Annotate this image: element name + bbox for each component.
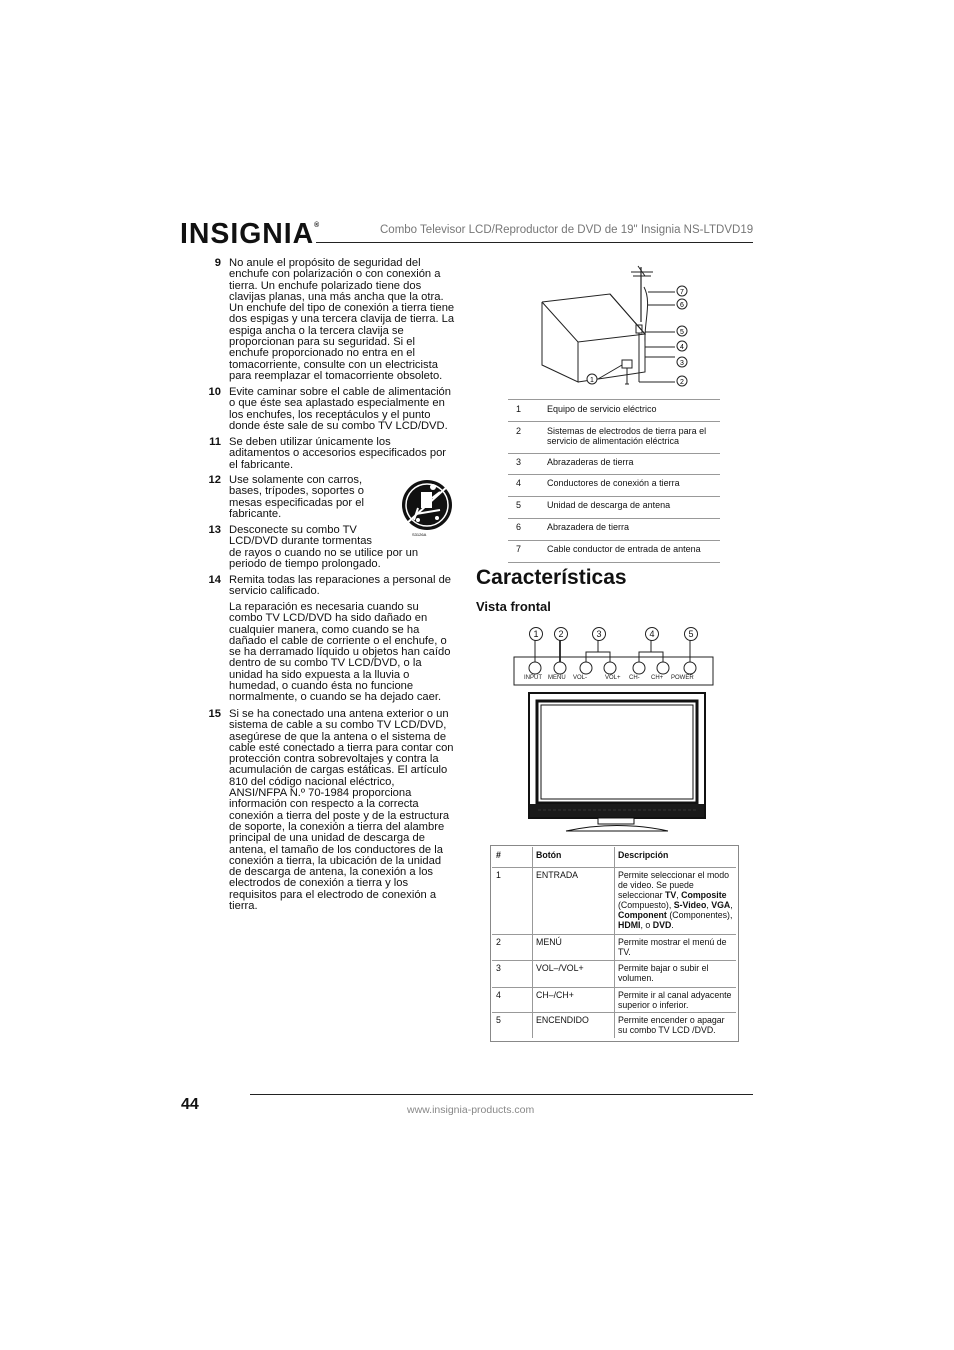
item-line: de descarga de antena, la conexión a los	[229, 866, 434, 879]
antenna-grounding-diagram	[530, 262, 700, 390]
paragraph-line: La reparación es necesaria cuando su	[229, 601, 419, 613]
item-line: electrodos de conexión a tierra y los	[229, 877, 409, 890]
item-line: dos espigas y una tercera clavija de tierra. La	[229, 313, 455, 326]
ground-table-row	[508, 400, 720, 422]
panel-callout-3: 3	[592, 627, 606, 641]
item-line: periodo de tiempo prolongado.	[229, 557, 381, 570]
item-line: Remita todas las reparaciones a personal de	[229, 574, 452, 586]
item-number: 13	[208, 524, 221, 536]
row-number: 4	[496, 990, 501, 1000]
row-number: 1	[516, 404, 522, 414]
item-line: espiga ancha o la tercera clavija se	[229, 324, 404, 337]
table-row-rule	[492, 1012, 736, 1013]
item-line: bases, trípodes, soportes o	[229, 485, 364, 498]
panel-label-power: POWER	[671, 675, 694, 681]
footer-url: www.insignia-products.com	[407, 1104, 535, 1116]
item-line: asegúrese de que la antena o el sistema de	[229, 730, 447, 743]
header-cell: Descripción	[618, 850, 669, 860]
panel-callout-4: 4	[645, 627, 659, 641]
item-text	[229, 525, 418, 570]
row-number: 5	[516, 500, 522, 510]
row-description: Permite seleccionar el modo de video. Se puede seleccionar TV, Composite (Compuesto), S-Video, VGA, Component (Componentes), HDMI, o DVD.	[618, 870, 733, 930]
paragraph-line: cualquier manera, como cuando se ha	[229, 623, 420, 636]
cart-warning-icon	[400, 478, 456, 538]
panel-callout-1: 1	[529, 627, 543, 641]
row-description: Equipo de servicio eléctrico	[547, 404, 657, 414]
table-row-rule	[492, 934, 736, 935]
item-line: tomacorriente, consulte con un electricista	[229, 358, 438, 371]
paragraph-line: normalmente, o cuando se ha dejado caer.	[229, 691, 442, 704]
item-line: aditamentos o accesorios especificados por	[229, 447, 447, 460]
item-line: acumulación de cargas estáticas. El artículo	[229, 764, 448, 777]
item-line: Desconecte su combo TV	[229, 524, 357, 536]
item-line: Se deben utilizar únicamente los	[229, 436, 391, 448]
item-line: mesas especificadas por el	[229, 496, 364, 509]
paragraph-line: humedad, o cuando ésta no funcione	[229, 680, 414, 693]
item-text	[229, 387, 451, 432]
item-line: los enchufes, los receptáculos y el punto	[229, 408, 431, 421]
panel-label-ch: CH+	[651, 675, 664, 681]
item-line: clavijas planas, una más ancha que la otra.	[229, 290, 444, 303]
house-callout-6	[677, 299, 687, 309]
ground-table-row	[508, 518, 720, 541]
item-line: 810 del código nacional eléctrico,	[229, 775, 395, 788]
item-line: información con respecto a la correcta	[229, 798, 419, 811]
ground-table-row	[508, 496, 720, 519]
row-button-name: ENCENDIDO	[536, 1015, 589, 1025]
item-line: o que éste sea aplastado especialmente en	[229, 397, 445, 410]
item-text	[229, 709, 454, 912]
sub-title: Vista frontal	[476, 599, 551, 614]
row-number: 5	[496, 1015, 501, 1025]
panel-callout-5: 5	[684, 627, 698, 641]
item-line: tierra.	[229, 900, 258, 913]
row-number: 6	[516, 522, 522, 532]
svg-text:1: 1	[590, 377, 594, 384]
item-number: 9	[214, 257, 221, 269]
panel-label-menu: MENU	[548, 675, 566, 681]
item-line: LCD/DVD durante tormentas	[229, 535, 373, 548]
ground-table-row	[508, 453, 720, 475]
tv-front-drawing	[528, 692, 708, 834]
panel-label-vol: VOL-	[573, 675, 588, 681]
ground-table-row	[508, 421, 720, 454]
row-number: 3	[496, 963, 501, 973]
paragraph-line: dañado el cable de corriente o el enchufe, o	[229, 634, 447, 647]
item-line: antena, el tamaño de los conductores de la	[229, 843, 443, 856]
item-line: enchufe proporcionado no entra en el	[229, 347, 415, 360]
item-text	[229, 475, 364, 520]
item-line: conexión a tierra del poste y de la estructura	[229, 809, 450, 822]
svg-text:2: 2	[680, 379, 684, 386]
item-line: de rayos o cuando no se utilice por un	[229, 546, 419, 559]
row-button-name: CH–/CH+	[536, 990, 574, 1000]
section-title: Características	[476, 566, 627, 589]
item-line: enchufe con polarización o con conexión a	[229, 268, 441, 281]
item-number: 12	[208, 474, 221, 486]
panel-callout-2: 2	[554, 627, 568, 641]
row-button-name: ENTRADA	[536, 870, 579, 880]
item-line: Evite caminar sobre el cable de alimentación	[229, 386, 452, 398]
house-callout-3	[677, 357, 687, 367]
header-cell: #	[496, 850, 501, 860]
svg-text:3: 3	[680, 360, 684, 367]
item-line: No anule el propósito de seguridad del	[229, 257, 421, 269]
paragraph-line: dentro de su combo TV LCD/DVD, o la	[229, 657, 422, 670]
item-line: Un enchufe del tipo de conexión a tierra tiene	[229, 302, 455, 315]
item-number: 14	[208, 574, 221, 586]
table-column-rule	[614, 847, 615, 1038]
panel-label-ch: CH-	[629, 675, 640, 681]
item-line: servicio calificado.	[229, 585, 320, 598]
item-number: 10	[208, 386, 221, 398]
item-line: el fabricante.	[229, 458, 294, 471]
row-description: Permite ir al canal adyacente superior o inferior.	[618, 990, 732, 1010]
item-line: donde éste sale de su combo TV LCD/DVD.	[229, 419, 448, 432]
row-number: 7	[516, 544, 522, 554]
house-callout-2	[677, 376, 687, 386]
row-description: Abrazaderas de tierra	[547, 457, 634, 467]
item-number: 15	[208, 708, 221, 720]
house-callout-1	[587, 374, 597, 384]
row-description: Cable conductor de entrada de antena	[547, 544, 701, 554]
panel-label-input: INPUT	[524, 675, 542, 681]
row-description: Abrazadera de tierra	[547, 522, 630, 532]
row-number: 2	[516, 426, 522, 436]
footer-rule	[250, 1094, 753, 1095]
svg-text:4: 4	[680, 344, 684, 351]
table-row-rule	[492, 960, 736, 961]
item-line: fabricante.	[229, 507, 282, 520]
row-description: Conductores de conexión a tierra	[547, 478, 680, 488]
row-description: Unidad de descarga de antena	[547, 500, 671, 510]
row-description: Sistemas de electrodos de tierra para el servicio de alimentación eléctrica	[547, 426, 707, 446]
paragraph-line: se ha derramado líquido u objetos han caído	[229, 646, 451, 659]
item-line: cable esté conectado a tierra para contar con	[229, 741, 454, 754]
ground-table-row	[508, 540, 720, 563]
row-button-name: VOL–/VOL+	[536, 963, 584, 973]
item-line: sistema de cable a su combo TV LCD/DVD,	[229, 719, 447, 732]
item-line: Use solamente con carros,	[229, 474, 363, 486]
item-14-paragraph	[229, 602, 454, 704]
paragraph-line: unidad ha sido expuesta a la lluvia o	[229, 668, 410, 681]
header-rule	[316, 242, 753, 243]
item-line: conexión a tierra, la ubicación de la unidad	[229, 854, 442, 867]
table-column-rule	[532, 847, 533, 1038]
control-panel-diagram	[505, 630, 720, 690]
item-line: ANSI/NFPA N.º 70-1984 proporciona	[229, 787, 412, 800]
table-row-rule	[492, 867, 736, 868]
row-description: Permite bajar o subir el volumen.	[618, 963, 709, 983]
item-text	[229, 258, 454, 382]
house-callout-5	[677, 326, 687, 336]
header-title: Combo Televisor LCD/Reproductor de DVD de 19" Insignia NS-LTDVD19	[380, 224, 754, 236]
svg-text:7: 7	[680, 289, 684, 296]
item-line: para reemplazar el tomacorriente obsoleto.	[229, 369, 443, 382]
row-number: 4	[516, 478, 522, 488]
row-description: Permite mostrar el menú de TV.	[618, 937, 727, 957]
item-line: tierra. Un enchufe polarizado tiene dos	[229, 279, 422, 292]
item-line: de soporte, la conexión a tierra del alambre	[229, 820, 445, 833]
paragraph-line: combo TV LCD/DVD ha sido dañado en	[229, 612, 428, 625]
item-text	[229, 437, 446, 471]
cart-code: S3126A	[412, 532, 427, 537]
item-line: proporcionan para su seguridad. Si el	[229, 336, 415, 349]
house-callout-7	[677, 286, 687, 296]
item-text	[229, 575, 451, 598]
table-row-rule	[492, 987, 736, 988]
row-number: 2	[496, 937, 501, 947]
item-line: principal de una unidad de descarga de	[229, 832, 425, 845]
row-description: Permite encender o apagar su combo TV LCD /DVD.	[618, 1015, 725, 1035]
row-number: 1	[496, 870, 501, 880]
brand-logo: INSIGNIA®	[180, 218, 321, 250]
item-line: requisitos para el electrodo de conexión a	[229, 888, 437, 901]
item-line: protección contra sobrevoltajes y contra la	[229, 753, 439, 766]
header-cell: Botón	[536, 850, 562, 860]
ground-table-row	[508, 474, 720, 497]
page-number: 44	[181, 1096, 199, 1113]
item-number: 11	[209, 436, 221, 448]
row-button-name: MENÚ	[536, 937, 562, 947]
house-callout-4	[677, 341, 687, 351]
svg-text:5: 5	[680, 329, 684, 336]
panel-label-vol: VOL+	[605, 675, 621, 681]
svg-text:6: 6	[680, 302, 684, 309]
row-number: 3	[516, 457, 522, 467]
item-line: Si se ha conectado una antena exterior o un	[229, 708, 449, 720]
